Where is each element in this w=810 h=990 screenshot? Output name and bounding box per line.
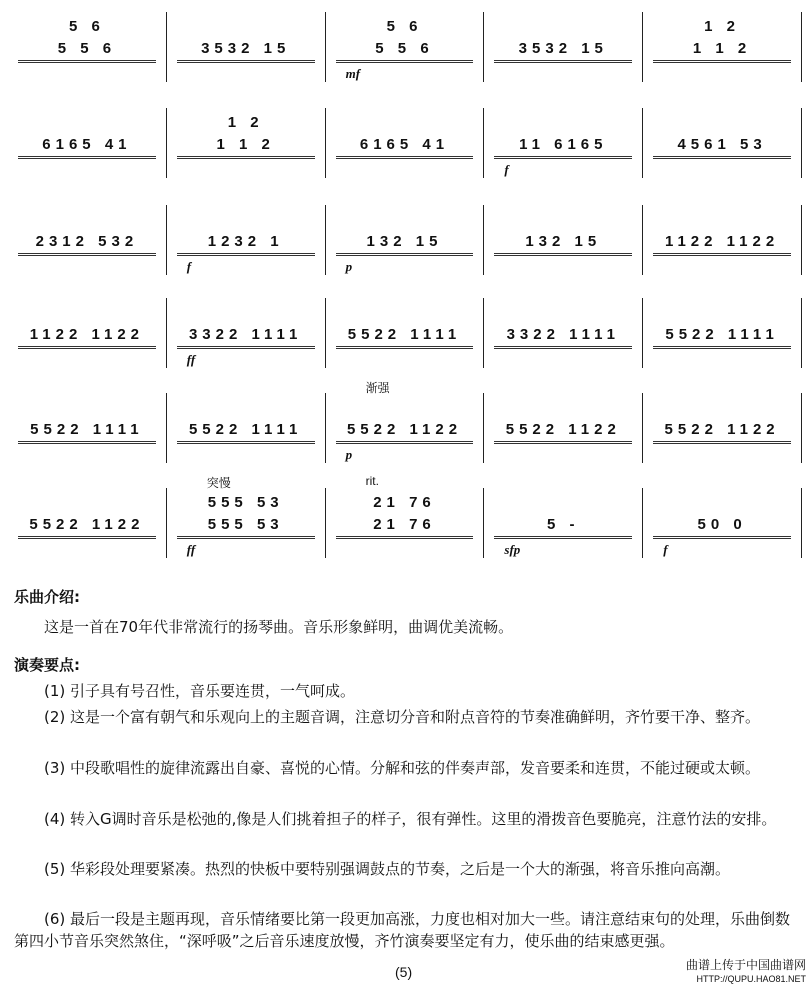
measure-notes: 50 0 [653, 516, 791, 539]
measure [167, 108, 326, 178]
measure-notes: 4561 53 [653, 136, 791, 159]
tempo-marking: 突慢 [206, 476, 231, 490]
measure [484, 488, 643, 558]
measure [167, 393, 326, 463]
measure-notes: 11 6165 [494, 136, 632, 159]
measure [643, 12, 802, 82]
measure-notes: 5522 1111 [18, 421, 156, 444]
dynamic-marking: mf [345, 66, 361, 81]
score-line [8, 381, 802, 463]
measure-notes: 3532 15 [494, 40, 632, 63]
upper-voice-notes: 21 76 [373, 494, 436, 511]
measure [643, 488, 802, 558]
dynamic-marking: p [345, 259, 353, 274]
measure [643, 205, 802, 275]
tempo-marking: 渐强 [365, 381, 390, 395]
tip-1: (1) 引子具有号召性，音乐要连贯，一气呵成。 [44, 682, 356, 700]
measure [8, 488, 167, 558]
measure-notes: 5522 1111 [177, 421, 315, 444]
dynamic-marking: sfp [504, 542, 521, 557]
measure-notes: 5522 1122 [653, 421, 791, 444]
watermark-line2: HTTP://QUPU.HAO81.NET [696, 974, 806, 984]
measure-notes: 1 1 2 [177, 136, 315, 159]
upper-voice-notes: 1 2 [704, 18, 741, 35]
measure-notes: 21 76 [336, 516, 474, 539]
measure-notes: 1122 1122 [653, 233, 791, 256]
watermark-line1: 曲谱上传于中国曲谱网 [685, 958, 806, 972]
measure [643, 393, 802, 463]
tip-2: (2) 这是一个富有朝气和乐观向上的主题音调，注意切分音和附点音符的节奏准确鲜明，齐竹要干净、整齐。 [44, 708, 761, 726]
dynamic-marking: f [663, 542, 668, 557]
measure [484, 108, 643, 178]
measure [8, 108, 167, 178]
tip-4: (4) 转入G调时音乐是松弛的,像是人们挑着担子的样子，很有弹性。这里的滑拨音色要脆亮，注意竹法的安排。 [44, 810, 777, 828]
measure [484, 393, 643, 463]
dynamic-marking: ff [186, 542, 196, 557]
upper-voice-notes: 555 53 [207, 494, 284, 511]
page-number: (5) [395, 964, 413, 980]
measure [484, 298, 643, 368]
measure [8, 298, 167, 368]
measure [167, 476, 326, 558]
upper-voice-notes: 1 2 [227, 114, 264, 131]
score-line [8, 205, 802, 275]
measure [326, 298, 485, 368]
dynamic-marking: f [186, 259, 192, 274]
measure-notes: 6165 41 [336, 136, 474, 159]
measure-notes: 555 53 [177, 516, 315, 539]
score-line [8, 474, 802, 558]
score-line [8, 108, 802, 178]
tips-heading: 演奏要点: [14, 656, 80, 674]
measure [167, 298, 326, 368]
dynamic-marking: p [345, 447, 353, 462]
measure [326, 12, 485, 82]
tip-5: (5) 华彩段处理要紧凑。热烈的快板中要特别强调鼓点的节奏，之后是一个大的渐强，将音乐推向高潮。 [44, 860, 731, 878]
measure-notes: 1122 1122 [18, 326, 156, 349]
measure [326, 381, 485, 463]
measure-notes: 5522 1122 [336, 421, 474, 444]
measure [484, 12, 643, 82]
dynamic-marking: ff [186, 352, 196, 367]
measure-notes: 3532 15 [177, 40, 315, 63]
measure-notes: 1232 1 [177, 233, 315, 256]
measure-notes: 3322 1111 [177, 326, 315, 349]
tip-3: (3) 中段歌唱性的旋律流露出自豪、喜悦的心情。分解和弦的伴奏声部，发音要柔和连贯，不能过硬或太顿。 [44, 759, 761, 777]
measure [167, 205, 326, 275]
measure [484, 205, 643, 275]
intro-heading: 乐曲介绍: [14, 588, 80, 606]
dynamic-marking: f [504, 162, 509, 177]
watermark [686, 958, 806, 986]
measure-notes: 5 5 6 [336, 40, 474, 63]
intro-text: 这是一首在70年代非常流行的扬琴曲。音乐形象鲜明，曲调优美流畅。 [44, 618, 514, 636]
measure [326, 108, 485, 178]
measure [643, 108, 802, 178]
measure-notes: 1 1 2 [653, 40, 791, 63]
measure-notes: 5 5 6 [18, 40, 156, 63]
measure [8, 393, 167, 463]
measure-notes: 132 15 [494, 233, 632, 256]
measure [167, 12, 326, 82]
upper-voice-notes: 5 6 [68, 18, 105, 35]
measure-notes: 5522 1111 [336, 326, 474, 349]
measure-notes: 2312 532 [18, 233, 156, 256]
measure-notes: 5522 1122 [18, 516, 156, 539]
upper-voice-notes: 5 6 [386, 18, 423, 35]
measure-notes: 5 - [494, 516, 632, 539]
score-line [8, 298, 802, 368]
measure [326, 205, 485, 275]
measure [8, 12, 167, 82]
measure [8, 205, 167, 275]
tip-6: (6) 最后一段是主题再现，音乐情绪要比第一段更加高涨，力度也相对加大一些。请注意结束句的处理，乐曲倒数第四小节音乐突然煞住，“深呼吸”之后音乐速度放慢，齐竹演奏要坚定有力，使乐曲的结束感更强。 [14, 910, 791, 950]
measure-notes: 3322 1111 [494, 326, 632, 349]
measure [643, 298, 802, 368]
measure-notes: 5522 1122 [494, 421, 632, 444]
measure-notes: 5522 1111 [653, 326, 791, 349]
tempo-marking: rit. [365, 474, 379, 488]
score-line [8, 12, 802, 82]
measure [326, 474, 485, 558]
measure-notes: 6165 41 [18, 136, 156, 159]
measure-notes: 132 15 [336, 233, 474, 256]
